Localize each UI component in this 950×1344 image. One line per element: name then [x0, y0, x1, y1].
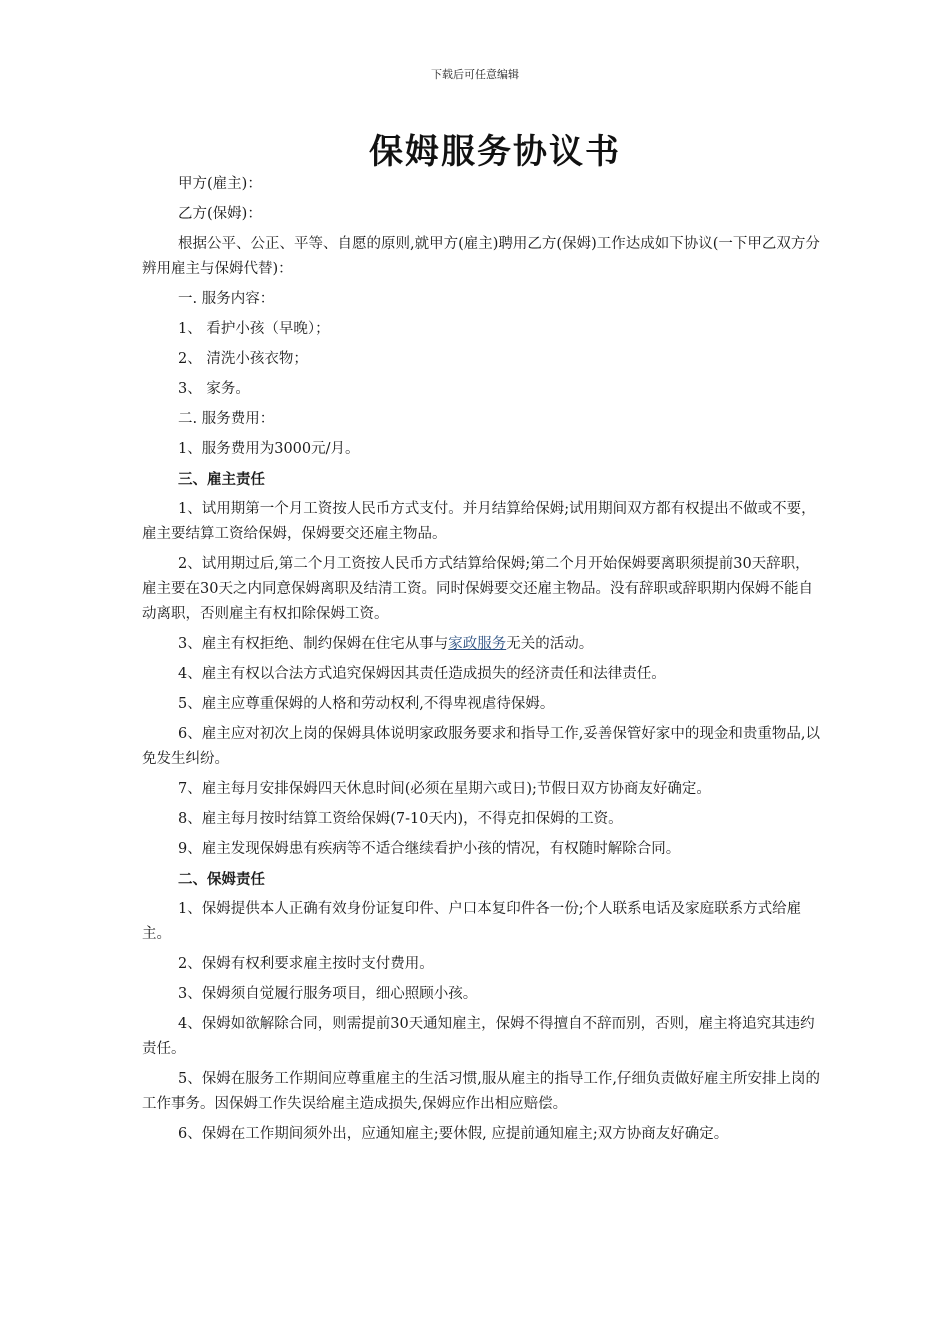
document-paragraph — [142, 662, 822, 687]
document-paragraph — [142, 777, 822, 802]
document-paragraph — [142, 497, 822, 547]
paragraph-text: 2、试用期过后,第二个月工资按人民币方式结算给保姆;第二个月开始保姆要离职须提前30天辞职，雇主要在30天之内同意保姆离职及结清工资。同时保姆要交还雇主物品。没有辞职或辞职期内保姆不能自动离职，否则雇主有权扣除保姆工资。 — [142, 556, 813, 622]
document-title: 保姆服务协议书 — [369, 132, 621, 172]
section-heading — [142, 467, 822, 492]
paragraph-text: 3、保姆须自觉履行服务项目，细心照顾小孩。 — [178, 986, 478, 1002]
document-paragraph — [142, 407, 822, 432]
paragraph-text: 3、 家务。 — [178, 381, 250, 397]
document-paragraph — [142, 837, 822, 862]
paragraph-text: 二. 服务费用： — [178, 411, 275, 427]
document-paragraph — [142, 722, 822, 772]
document-paragraph — [142, 172, 822, 197]
document-paragraph — [142, 287, 822, 312]
paragraph-text: 根据公平、公正、平等、自愿的原则,就甲方(雇主)聘用乙方(保姆)工作达成如下协议(一下甲乙双方分辨用雇主与保姆代替)： — [142, 236, 820, 277]
paragraph-text: 7、雇主每月安排保姆四天休息时间(必须在星期六或日);节假日双方协商友好确定。 — [178, 781, 711, 797]
document-paragraph — [142, 897, 822, 947]
paragraph-text: 4、雇主有权以合法方式追究保姆因其责任造成损失的经济责任和法律责任。 — [178, 666, 666, 682]
paragraph-text: 6、雇主应对初次上岗的保姆具体说明家政服务要求和指导工作,妥善保管好家中的现金和贵重物品,以免发生纠纷。 — [142, 726, 820, 767]
document-paragraph — [142, 317, 822, 342]
paragraph-text: 1、试用期第一个月工资按人民币方式支付。并月结算给保姆;试用期间双方都有权提出不做或不要，雇主要结算工资给保姆，保姆要交还雇主物品。 — [142, 501, 816, 542]
document-paragraph — [142, 952, 822, 977]
paragraph-text: 无关的活动。 — [506, 636, 594, 652]
document-paragraph — [142, 1122, 822, 1147]
paragraph-text: 3、雇主有权拒绝、制约保姆在住宅从事与 — [178, 636, 449, 652]
document-paragraph — [142, 807, 822, 832]
document-paragraph — [142, 552, 822, 627]
paragraph-text: 乙方(保姆)： — [178, 206, 262, 222]
paragraph-text: 甲方(雇主)： — [178, 176, 262, 192]
paragraph-text: 4、保姆如欲解除合同，则需提前30天通知雇主，保姆不得擅自不辞而别，否则，雇主将追究其违约责任。 — [142, 1016, 815, 1057]
paragraph-text: 1、保姆提供本人正确有效身份证复印件、户口本复印件各一份;个人联系电话及家庭联系方式给雇主。 — [142, 901, 802, 942]
document-paragraph — [142, 377, 822, 402]
document-paragraph — [142, 692, 822, 717]
paragraph-text: 2、 清洗小孩衣物； — [178, 351, 308, 367]
document-paragraph — [142, 1012, 822, 1062]
paragraph-text: 二、保姆责任 — [178, 871, 265, 888]
document-paragraph — [142, 982, 822, 1007]
section-heading — [142, 867, 822, 892]
paragraph-text: 6、保姆在工作期间须外出，应通知雇主;要休假, 应提前通知雇主;双方协商友好确定。 — [178, 1126, 729, 1142]
inline-link[interactable]: 家政服务 — [448, 636, 507, 652]
paragraph-text: 8、雇主每月按时结算工资给保姆(7-10天内)，不得克扣保姆的工资。 — [178, 811, 623, 827]
paragraph-text: 5、保姆在服务工作期间应尊重雇主的生活习惯,服从雇主的指导工作,仔细负责做好雇主所安排上岗的工作事务。因保姆工作失误给雇主造成损失,保姆应作出相应赔偿。 — [142, 1071, 820, 1112]
paragraph-text: 9、雇主发现保姆患有疾病等不适合继续看护小孩的情况，有权随时解除合同。 — [178, 841, 681, 857]
document-paragraph — [142, 202, 822, 227]
page-header-note: 下载后可任意编辑 — [431, 68, 519, 81]
document-body — [142, 172, 822, 1152]
paragraph-text: 三、雇主责任 — [178, 471, 265, 488]
paragraph-text: 1、服务费用为3000元/月。 — [178, 441, 360, 457]
document-paragraph — [142, 632, 822, 657]
document-paragraph — [142, 437, 822, 462]
paragraph-text: 1、 看护小孩（早晚）； — [178, 321, 330, 337]
paragraph-text: 一. 服务内容： — [178, 291, 275, 307]
document-paragraph — [142, 347, 822, 372]
paragraph-text: 2、保姆有权利要求雇主按时支付费用。 — [178, 956, 434, 972]
document-paragraph — [142, 1067, 822, 1117]
document-paragraph — [142, 232, 822, 282]
paragraph-text: 5、雇主应尊重保姆的人格和劳动权利,不得卑视虐待保姆。 — [178, 696, 555, 712]
